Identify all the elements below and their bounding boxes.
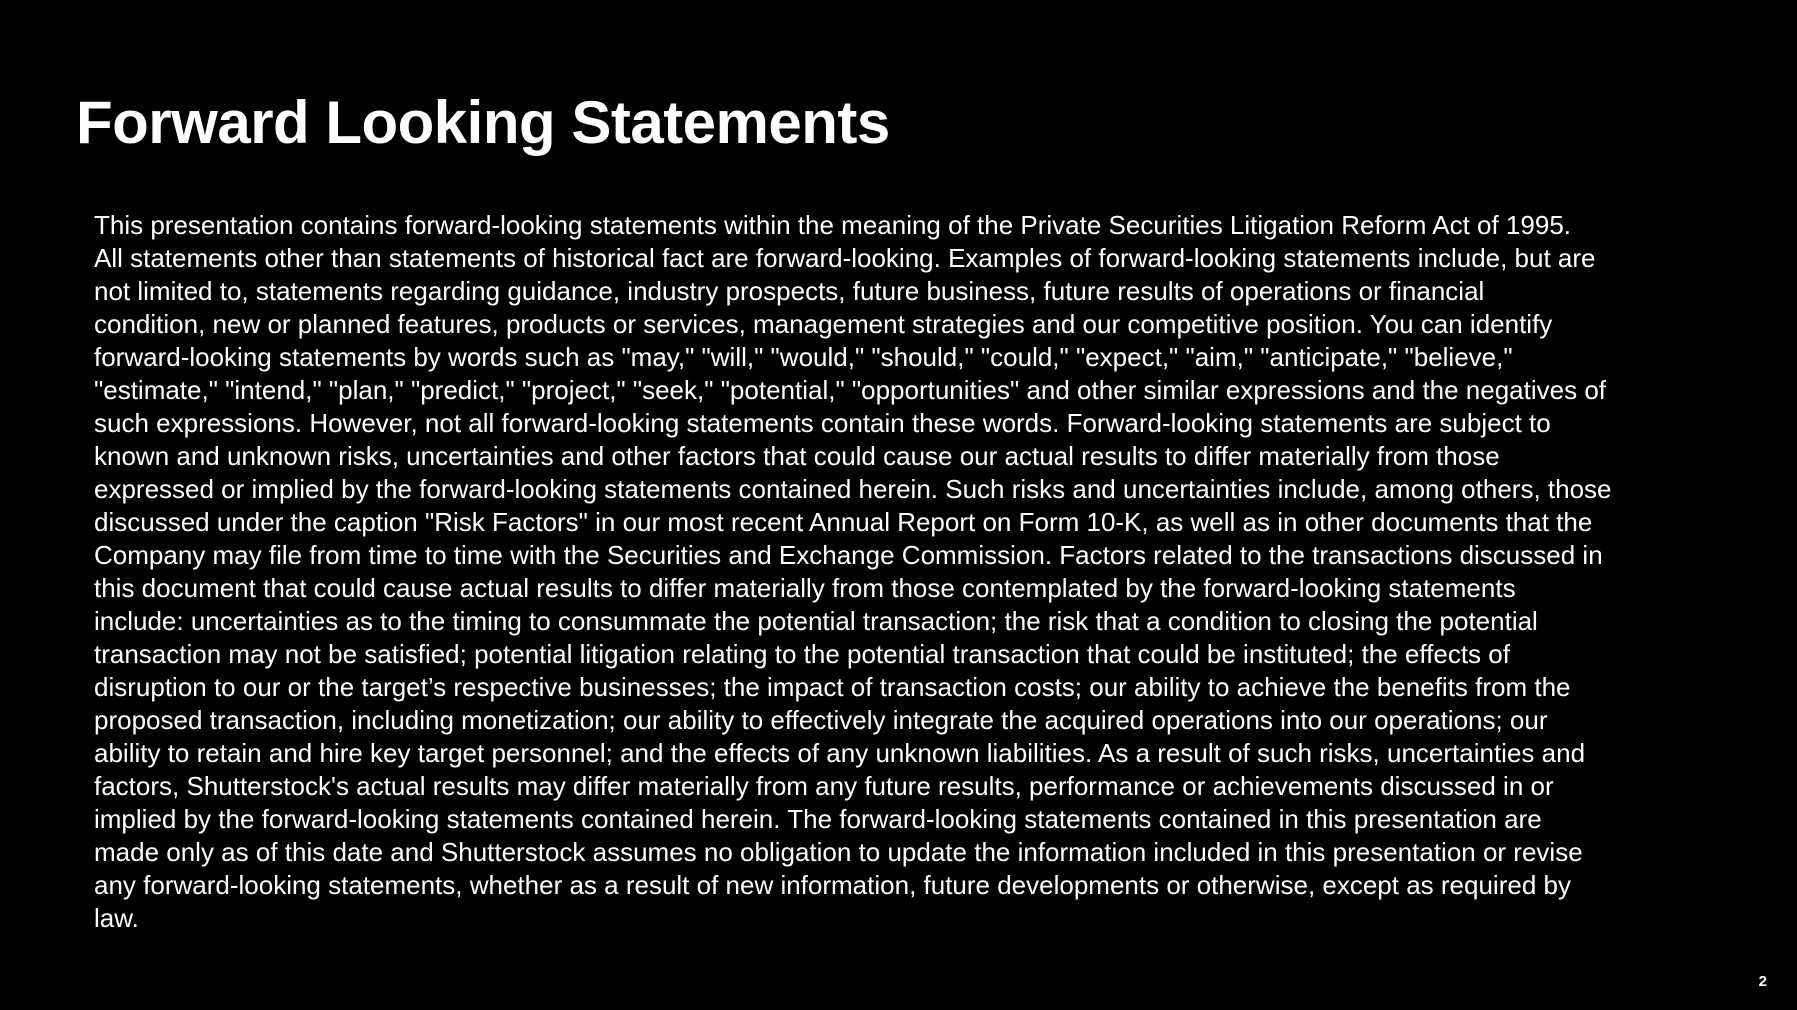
body-line: made only as of this date and Shutterstock assumes no obligation to update the information included in this presentation or revise: [94, 837, 1583, 867]
body-line: transaction may not be satisfied; potential litigation relating to the potential transaction that could be instituted; the effects of: [94, 639, 1510, 669]
body-line: Company may file from time to time with the Securities and Exchange Commission. Factors related to the transactions discussed in: [94, 540, 1603, 570]
body-line: such expressions. However, not all forward-looking statements contain these words. Forward-looking statements are subject to: [94, 408, 1551, 438]
slide-title: Forward Looking Statements: [76, 89, 890, 156]
body-line: forward-looking statements by words such as "may," "will," "would," "should," "could," "expect," "aim," "anticipate," "believe,": [94, 342, 1513, 372]
body-line: expressed or implied by the forward-looking statements contained herein. Such risks and uncertainties include, among others, those: [94, 474, 1612, 504]
body-line: All statements other than statements of historical fact are forward-looking. Examples of forward-looking statements include, but are: [94, 243, 1596, 273]
body-line: "estimate," "intend," "plan," "predict," "project," "seek," "potential," "opportunities" and other similar expressions and the negatives of: [94, 375, 1607, 405]
body-line: ability to retain and hire key target personnel; and the effects of any unknown liabilities. As a result of such risks, uncertainties and: [94, 738, 1586, 768]
body-line: This presentation contains forward-looking statements within the meaning of the Private Securities Litigation Reform Act of 1995.: [94, 210, 1571, 240]
body-line: proposed transaction, including monetization; our ability to effectively integrate the acquired operations into our operations; our: [94, 705, 1548, 735]
body-line: include: uncertainties as to the timing to consummate the potential transaction; the risk that a condition to closing the potential: [94, 606, 1538, 636]
body-line: disruption to our or the target’s respective businesses; the impact of transaction costs; our ability to achieve the benefits from the: [94, 672, 1571, 702]
body-line: law.: [94, 903, 139, 933]
body-paragraph: [94, 209, 1724, 935]
body-line: factors, Shutterstock's actual results may differ materially from any future results, performance or achievements discussed in or: [94, 771, 1554, 801]
body-line: this document that could cause actual results to differ materially from those contemplated by the forward-looking statements: [94, 573, 1516, 603]
body-line: known and unknown risks, uncertainties and other factors that could cause our actual results to differ materially from those: [94, 441, 1500, 471]
page-number: 2: [1758, 973, 1767, 990]
body-line: condition, new or planned features, products or services, management strategies and our competitive position. You can identify: [94, 309, 1553, 339]
body-line: any forward-looking statements, whether as a result of new information, future developments or otherwise, except as required by: [94, 870, 1571, 900]
body-line: not limited to, statements regarding guidance, industry prospects, future business, future results of operations or financial: [94, 276, 1485, 306]
body-line: discussed under the caption "Risk Factors" in our most recent Annual Report on Form 10-K, as well as in other documents that the: [94, 507, 1593, 537]
body-line: implied by the forward-looking statements contained herein. The forward-looking statements contained in this presentation are: [94, 804, 1542, 834]
